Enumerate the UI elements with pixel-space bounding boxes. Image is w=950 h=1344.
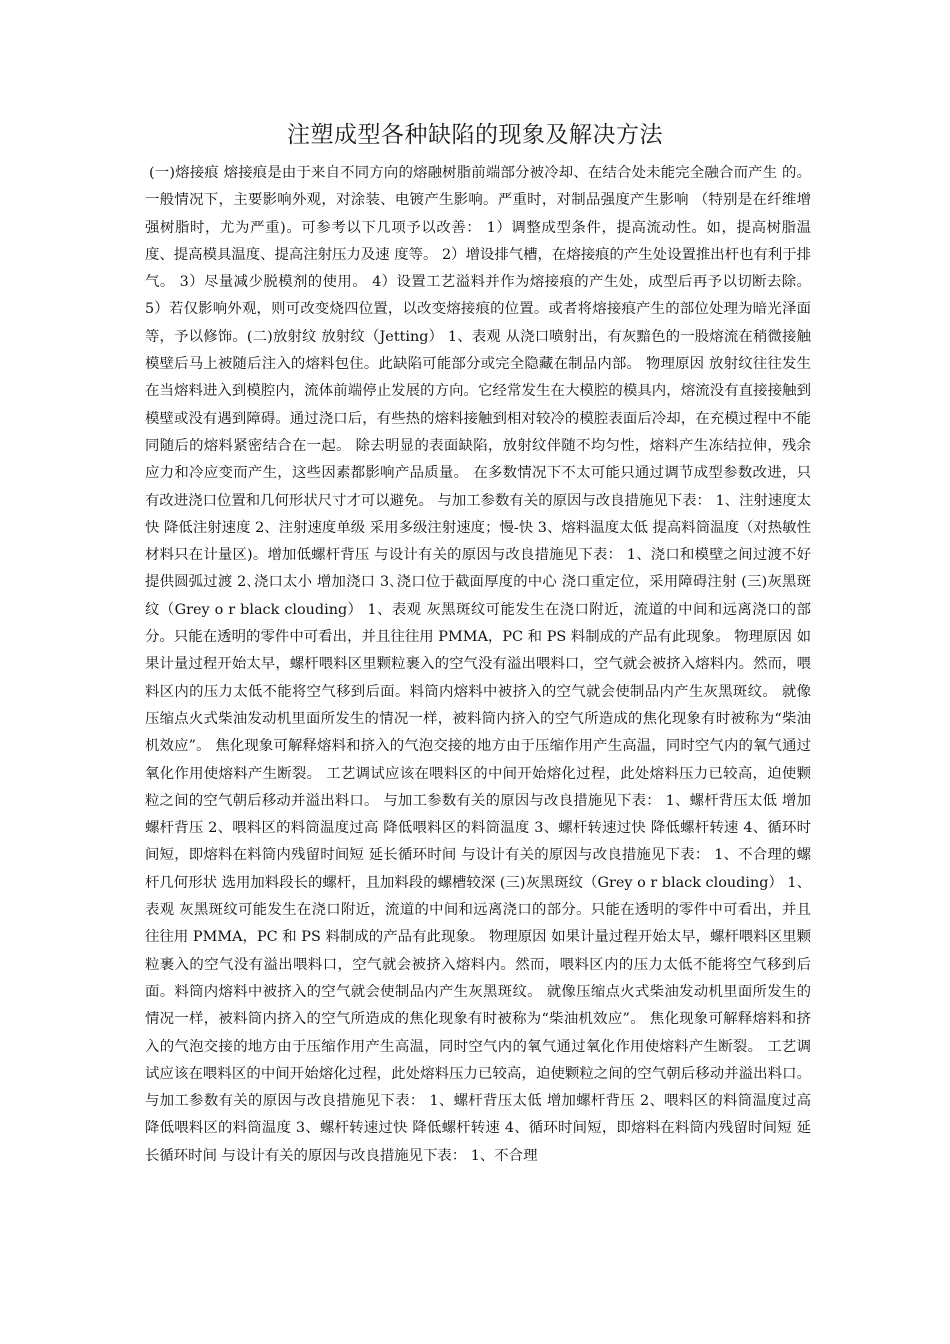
document-body: (一)熔接痕 熔接痕是由于来自不同方向的熔融树脂前端部分被冷却、在结合处未能完全融合而产生 的。一般情况下，主要影响外观，对涂装、电镀产生影响。严重时，对制品强度产生影响 （特别是在纤维增强树脂时，尤为严重)。可参考以下几项予以改善： 1）调整成型条件，提高流动性。如，提高树脂温度、提高模具温度、提高注射压力及速 度等。 2）增设排气槽，在熔接痕的产生处设置推出杆也有利于排气。 3）尽量减少脱模剂的使用。 4）设置工艺溢料并作为熔接痕的产生处，成型后再予以切断去除。 5）若仅影响外观，则可改变烧四位置，以改变熔接痕的位置。或者将熔接痕产生的部位处理为暗光泽面等，予以修饰。(二)放射纹 放射纹（Jetting） 1、表观 从浇口喷射出，有灰黯色的一股熔流在稍微接触模壁后马上被随后注入的熔料包住。此缺陷可能部分或完全隐藏在制品内部。 物理原因 放射纹往往发生在当熔料进入到模腔内，流体前端停止发展的方向。它经常发生在大模腔的模具内，熔流没有直接接触到模壁或没有遇到障碍。通过浇口后，有些热的熔料接触到相对较冷的模腔表面后冷却，在充模过程中不能同随后的熔料紧密结合在一起。 除去明显的表面缺陷，放射纹伴随不均匀性，熔料产生冻结拉伸，残余应力和冷应变而产生，这些因素都影响产品质量。 在多数情况下不太可能只通过调节成型参数改进，只有改进浇口位置和几何形状尺寸才可以避免。 与加工参数有关的原因与改良措施见下表： 1、注射速度太快 降低注射速度 2、注射速度单级 采用多级注射速度；慢-快 3、熔料温度太低 提高料筒温度（对热敏性材料只在计量区)。增加低螺杆背压 与设计有关的原因与改良措施见下表： 1、浇口和模壁之间过渡不好 提供圆弧过渡 2､浇口太小 增加浇口 3､浇口位于截面厚度的中心 浇口重定位，采用障碍注射 (三)灰黑斑纹（Grey o r black clouding） 1、表观 灰黑斑纹可能发生在浇口附近，流道的中间和远离浇口的部分。只能在透明的零件中可看出，并且往往用 PMMA，PC 和 PS 料制成的产品有此现象。 物理原因 如果计量过程开始太早，螺杆喂料区里颗粒裹入的空气没有溢出喂料口，空气就会被挤入熔料内。然而，喂料区内的压力太低不能将空气移到后面。料筒内熔料中被挤入的空气就会使制品内产生灰黑斑纹。 就像压缩点火式柴油发动机里面所发生的情况一样，被料筒内挤入的空气所造成的焦化现象有时被称为“柴油机效应”。 焦化现象可解释熔料和挤入的气泡交接的地方由于压缩作用产生高温，同时空气内的氧气通过氧化作用使熔料产生断裂。 工艺调试应该在喂料区的中间开始熔化过程，此处熔料压力已较高，迫使颗粒之间的空气朝后移动并溢出料口。 与加工参数有关的原因与改良措施见下表： 1、螺杆背压太低 增加螺杆背压 2、喂料区的料筒温度过高 降低喂料区的料筒温度 3、螺杆转速过快 降低螺杆转速 4、循环时间短，即熔料在料筒内残留时间短 延长循环时间 与设计有关的原因与改良措施见下表： 1、不合理的螺杆几何形状 选用加料段长的螺杆，且加料段的螺槽较深 (三)灰黑斑纹（Grey o r black clouding） 1、表观 灰黑斑纹可能发生在浇口附近，流道的中间和远离浇口的部分。只能在透明的零件中可看出，并且往往用 PMMA，PC 和 PS 料制成的产品有此现象。 物理原因 如果计量过程开始太早，螺杆喂料区里颗粒裹入的空气没有溢出喂料口，空气就会被挤入熔料内。然而，喂料区内的压力太低不能将空气移到后面。料筒内熔料中被挤入的空气就会使制品内产生灰黑斑纹。 就像压缩点火式柴油发动机里面所发生的情况一样，被料筒内挤入的空气所造成的焦化现象有时被称为“柴油机效应”。 焦化现象可解释熔料和挤入的气泡交接的地方由于压缩作用产生高温，同时空气内的氧气通过氧化作用使熔料产生断裂。 工艺调试应该在喂料区的中间开始熔化过程，此处熔料压力已较高，迫使颗粒之间的空气朝后移动并溢出料口。与加工参数有关的原因与改良措施见下表： 1、螺杆背压太低 增加螺杆背压 2、喂料区的料筒温度过高 降低喂料区的料筒温度 3、螺杆转速过快 降低螺杆转速 4、循环时间短，即熔料在料筒内残留时间短 延长循环时间 与设计有关的原因与改良措施见下表： 1、不合理 [145,165,811,1164]
document-title: 注塑成型各种缺陷的现象及解决方法 [287,122,663,148]
